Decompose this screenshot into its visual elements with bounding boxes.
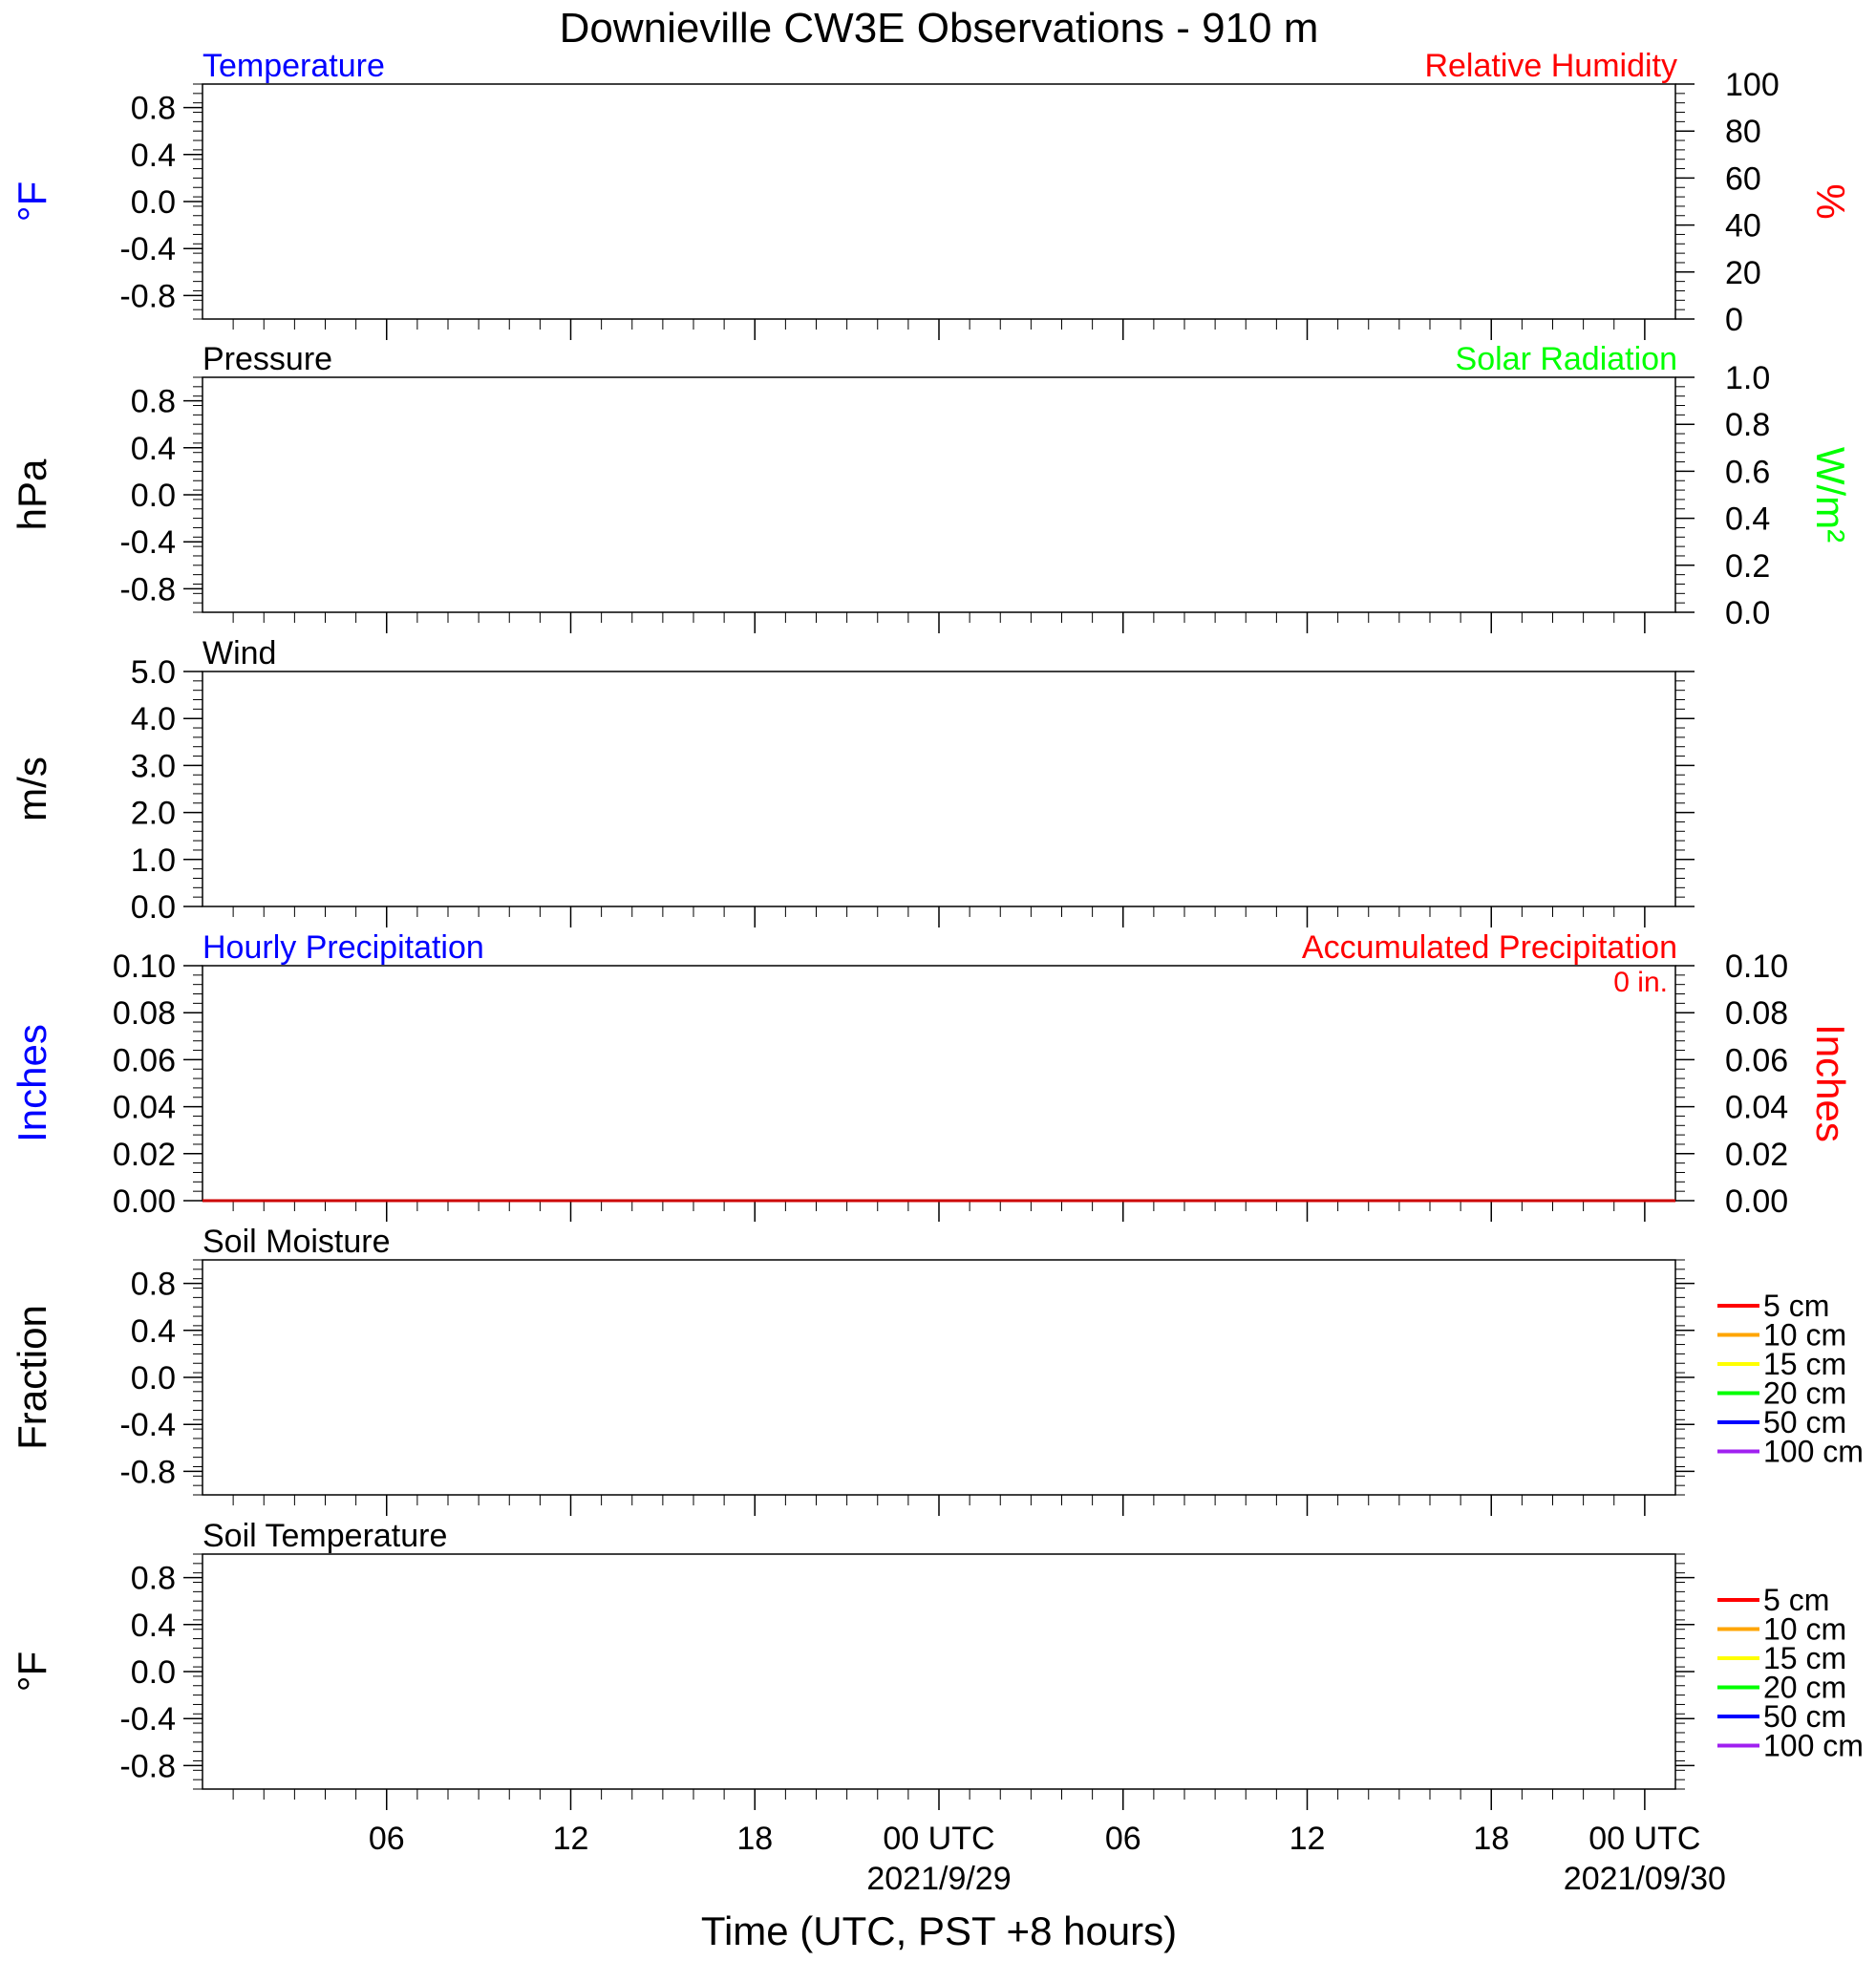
legend-label: 50 cm: [1763, 1699, 1847, 1734]
x-tick-label: 00 UTC: [1588, 1821, 1701, 1857]
y-tick-label-right: 1.0: [1725, 360, 1771, 396]
y-tick-label-right: 0.2: [1725, 547, 1771, 585]
y-tick-label: 0.0: [130, 889, 176, 926]
y-tick-label: 0.4: [130, 1312, 176, 1350]
y-tick-label: 0.0: [130, 1360, 176, 1396]
y-tick-label: 0.4: [130, 137, 176, 174]
y-tick-label-right: 80: [1725, 114, 1761, 151]
legend-label: 100 cm: [1763, 1434, 1864, 1469]
panel-title-left: Soil Moisture: [203, 1224, 391, 1260]
x-tick-label: 18: [736, 1821, 774, 1857]
legend-label: 15 cm: [1763, 1641, 1847, 1675]
y-tick-label: 4.0: [130, 701, 176, 738]
y-axis-label-left: °F: [10, 1651, 54, 1693]
y-axis-label-left: °F: [10, 181, 54, 223]
y-axis-label-left: m/s: [10, 757, 54, 821]
y-tick-label: 0.08: [112, 995, 176, 1033]
panel-title-right: Solar Radiation: [1455, 341, 1677, 377]
panel-title-left: Pressure: [203, 341, 333, 377]
y-tick-label-right: 0.0: [1725, 595, 1771, 631]
legend-label: 20 cm: [1763, 1375, 1847, 1411]
y-tick-label-right: 60: [1725, 160, 1761, 198]
y-tick-label: 1.0: [130, 842, 176, 879]
x-tick-label: 06: [1104, 1821, 1141, 1857]
y-axis-label-left: Inches: [10, 1024, 54, 1142]
y-tick-label: -0.8: [119, 571, 176, 608]
legend-label: 10 cm: [1763, 1317, 1847, 1353]
y-tick-label: 0.02: [112, 1136, 176, 1173]
legend-label: 10 cm: [1763, 1611, 1847, 1647]
legend-label: 20 cm: [1763, 1670, 1847, 1705]
y-tick-label: -0.4: [119, 1701, 176, 1738]
y-tick-label-right: 0.8: [1725, 407, 1771, 444]
y-tick-label: -0.4: [119, 1407, 176, 1444]
y-tick-label: 0.0: [130, 478, 176, 514]
y-tick-label-right: 0.04: [1725, 1089, 1789, 1126]
x-tick-label: 12: [1289, 1821, 1326, 1857]
legend-label: 100 cm: [1763, 1728, 1864, 1763]
y-tick-label: 0.8: [130, 383, 176, 420]
y-tick-label-right: 40: [1725, 207, 1761, 245]
panel-title-left: Soil Temperature: [203, 1518, 448, 1554]
y-tick-label: -0.4: [119, 524, 176, 562]
x-tick-label: 06: [368, 1821, 405, 1857]
y-tick-label-right: 100: [1725, 67, 1780, 103]
panel-title-right: Relative Humidity: [1424, 48, 1677, 84]
y-tick-label-right: 0.4: [1725, 501, 1771, 538]
x-axis-label: Time (UTC, PST +8 hours): [700, 1908, 1178, 1953]
y-tick-label-right: 0: [1725, 302, 1743, 338]
y-tick-label: 0.00: [112, 1183, 176, 1220]
figure-title: Downieville CW3E Observations - 910 m: [559, 5, 1319, 52]
panel-title-right: Accumulated Precipitation: [1301, 929, 1677, 966]
y-tick-label-right: 0.02: [1725, 1136, 1789, 1173]
x-tick-date-label: 2021/09/30: [1563, 1861, 1726, 1897]
y-axis-label-left: hPa: [10, 458, 54, 531]
y-axis-label-left: Fraction: [10, 1305, 54, 1450]
panel-title-left: Wind: [203, 635, 277, 671]
y-tick-label-right: 0.10: [1725, 949, 1789, 985]
panel-title-left: Hourly Precipitation: [203, 929, 484, 966]
y-tick-label-right: 0.08: [1725, 995, 1789, 1033]
x-tick-label: 12: [552, 1821, 589, 1857]
x-tick-label: 00 UTC: [883, 1821, 995, 1857]
y-tick-label: -0.8: [119, 278, 176, 315]
legend-label: 5 cm: [1763, 1583, 1830, 1617]
y-tick-label: 5.0: [130, 654, 176, 691]
y-tick-label: 0.0: [130, 1654, 176, 1691]
y-tick-label: 0.4: [130, 1607, 176, 1644]
y-tick-label-right: 0.6: [1725, 454, 1771, 491]
y-axis-label-right: W/m²: [1808, 446, 1853, 544]
y-axis-label-right: Inches: [1808, 1024, 1853, 1142]
y-tick-label: 0.10: [112, 949, 176, 985]
y-tick-label: 0.8: [130, 90, 176, 127]
y-tick-label: -0.8: [119, 1748, 176, 1785]
y-tick-label-right: 0.00: [1725, 1183, 1789, 1220]
y-tick-label-right: 0.06: [1725, 1042, 1789, 1079]
accumulated-total-label: 0 in.: [1613, 967, 1668, 998]
x-tick-label: 18: [1473, 1821, 1510, 1857]
legend-label: 15 cm: [1763, 1347, 1847, 1381]
y-tick-label-right: 20: [1725, 254, 1761, 291]
legend-label: 5 cm: [1763, 1289, 1830, 1323]
x-tick-date-label: 2021/9/29: [866, 1861, 1012, 1897]
y-tick-label: -0.4: [119, 231, 176, 268]
y-tick-label: -0.8: [119, 1454, 176, 1491]
y-tick-label: 0.04: [112, 1089, 176, 1126]
y-tick-label: 2.0: [130, 795, 176, 832]
y-tick-label: 0.8: [130, 1560, 176, 1597]
y-tick-label: 0.8: [130, 1266, 176, 1303]
y-tick-label: 0.0: [130, 184, 176, 221]
y-tick-label: 0.06: [112, 1042, 176, 1079]
legend-label: 50 cm: [1763, 1405, 1847, 1439]
y-tick-label: 3.0: [130, 748, 176, 785]
y-axis-label-right: %: [1808, 183, 1853, 220]
panel-title-left: Temperature: [203, 48, 385, 84]
y-tick-label: 0.4: [130, 430, 176, 467]
